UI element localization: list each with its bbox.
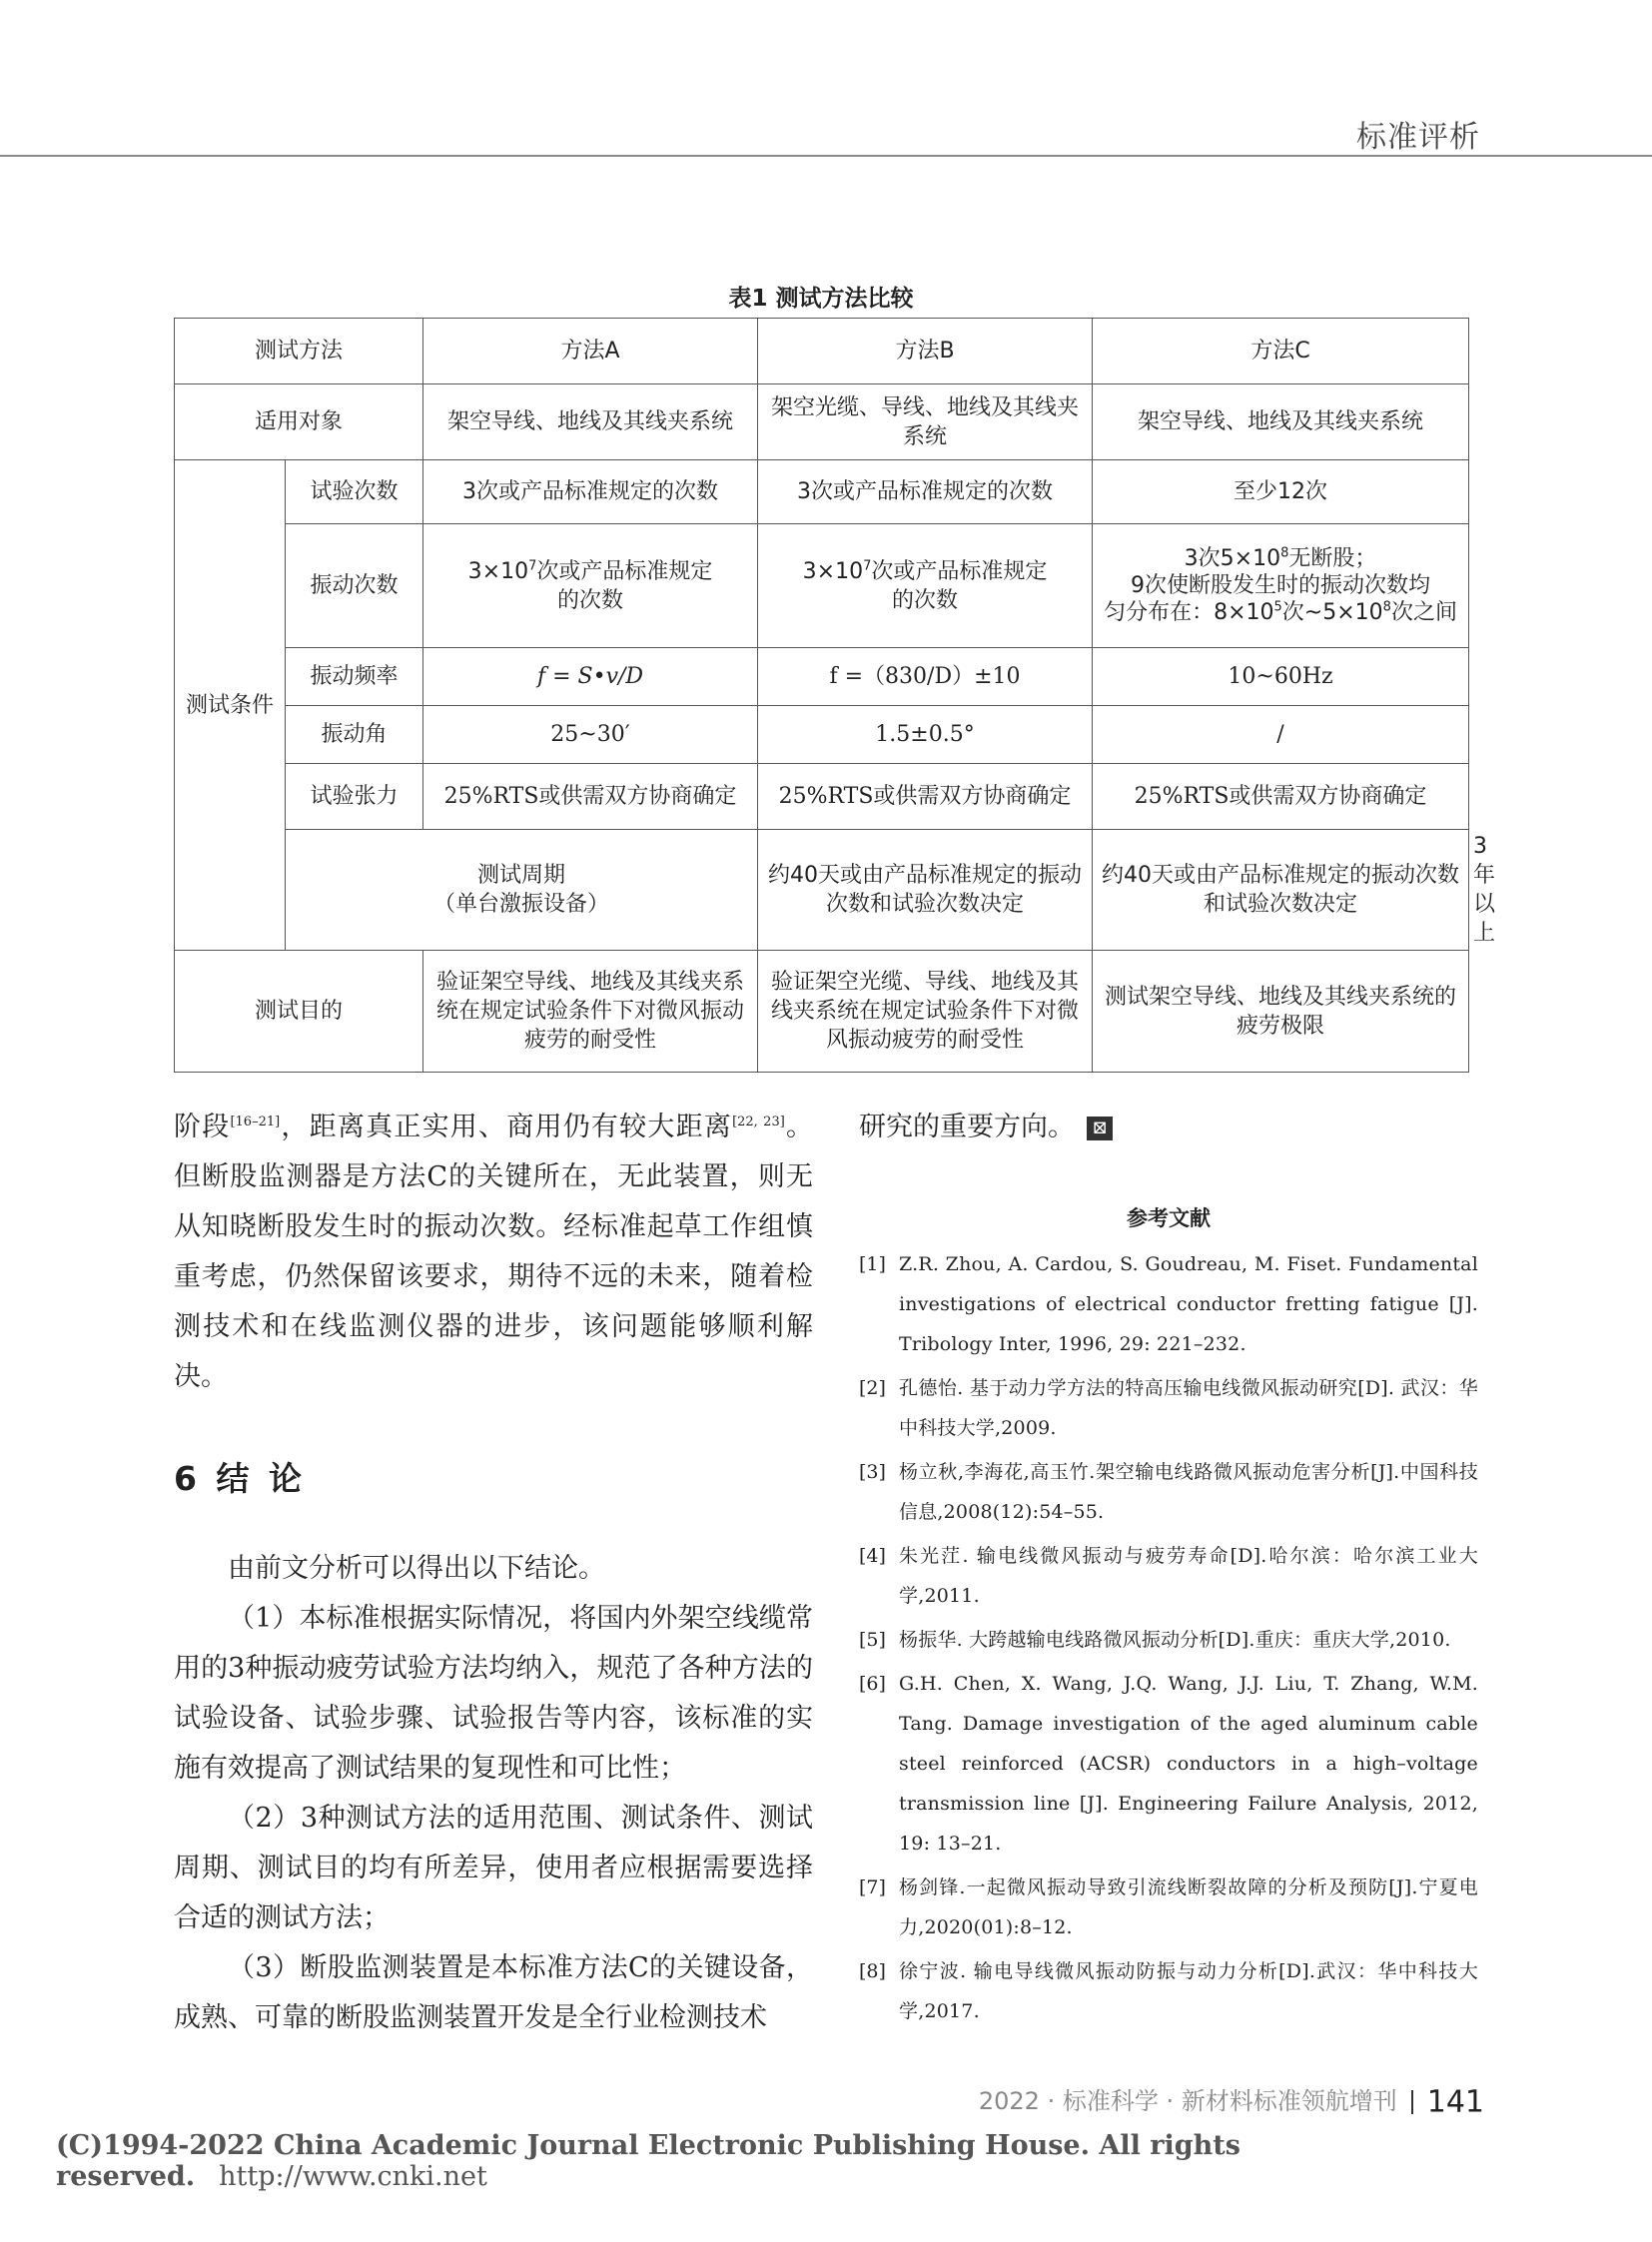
footer-journal: 2022 · 标准科学 · 新材料标准领航增刊 <box>978 2087 1397 2115</box>
reference-text: 杨振华. 大跨越输电线路微风振动分析[D].重庆：重庆大学,2010. <box>899 1629 1451 1651</box>
right-column <box>859 1103 1478 2035</box>
row-group-label: 测试条件 <box>175 460 286 951</box>
table-cell: 架空导线、地线及其线夹系统 <box>423 384 758 460</box>
table-cell: 10~60Hz <box>1093 648 1469 706</box>
citation: [22, 23] <box>732 1115 785 1129</box>
reference-text: 朱光茳. 输电线微风振动与疲劳寿命[D].哈尔滨：哈尔滨工业大学,2011. <box>899 1545 1478 1607</box>
table-cell: 架空光缆、导线、地线及其线夹系统 <box>758 384 1093 460</box>
reference-number: [1] <box>859 1253 886 1275</box>
table-cell: 验证架空光缆、导线、地线及其线夹系统在规定试验条件下对微风振动疲劳的耐受性 <box>758 951 1093 1073</box>
table-head-cell: 方法B <box>758 319 1093 384</box>
table-row-applicable <box>175 384 1469 460</box>
reference-item <box>859 1536 1478 1616</box>
reference-item <box>859 1664 1478 1864</box>
table-row-period: 测试周期 （单台激振设备） 约40天或由产品标准规定的振动次数和试验次数决定 约40天或由产品标准规定的振动次数和试验次数决定 3年以上 <box>175 830 1469 951</box>
reference-number: [2] <box>859 1377 886 1399</box>
table-cell: 25%RTS或供需双方协商确定 <box>758 764 1093 830</box>
table-cell: 验证架空导线、地线及其线夹系统在规定试验条件下对微风振动疲劳的耐受性 <box>423 951 758 1073</box>
reference-item <box>859 1368 1478 1448</box>
reference-number: [3] <box>859 1461 886 1483</box>
row-label: 振动次数 <box>286 524 423 648</box>
conclusion-item: （3）断股监测装置是本标准方法C的关键设备，成熟、可靠的断股监测装置开发是全行业检测技术 <box>174 1952 813 2033</box>
table-cell: 约40天或由产品标准规定的振动次数和试验次数决定 <box>1093 830 1469 951</box>
row-label: 测试目的 <box>175 951 423 1073</box>
table-head-cell: 方法A <box>423 319 758 384</box>
header-rule <box>0 155 1652 157</box>
table-cell: 1.5±0.5° <box>758 706 1093 764</box>
journal-section-title: 标准评析 <box>1356 120 1480 155</box>
reference-text: G.H. Chen, X. Wang, J.Q. Wang, J.J. Liu, T. Zhang, W.M. Tang. Damage investigation of the aged aluminum cable steel reinforced (ACSR) conductors in a high–voltage transmission line [J]. Engineering Failure Analysis, 2012, 19: 13–21. <box>899 1673 1478 1855</box>
row-label: 振动频率 <box>286 648 423 706</box>
reference-number: [8] <box>859 1960 886 1982</box>
table-cell: 25%RTS或供需双方协商确定 <box>1093 764 1469 830</box>
body-paragraph: 研究的重要方向。 ⊠ <box>859 1103 1478 1152</box>
reference-item <box>859 1951 1478 2031</box>
table-head-cell: 方法C <box>1093 319 1469 384</box>
citation: [16–21] <box>230 1115 281 1129</box>
reference-number: [5] <box>859 1629 886 1651</box>
table-cell: $3\times 10^7$次或产品标准规定 的次数 <box>423 524 758 648</box>
table-cell: 25~30′ <box>423 706 758 764</box>
table-row-frequency <box>175 648 1469 706</box>
copyright-notice: (C)1994-2022 China Academic Journal Electronic Publishing House. All rights reserved. http://www.cnki.net <box>56 2130 1240 2192</box>
body-paragraph: 由前文分析可以得出以下结论。 <box>228 1553 605 1584</box>
reference-list <box>859 1244 1478 2031</box>
reference-item <box>859 1620 1478 1660</box>
references-title: 参考文献 <box>1127 1206 1211 1230</box>
page-number: 141 <box>1426 2084 1484 2120</box>
reference-text: 杨剑锋.一起微风振动导致引流线断裂故障的分析及预防[J].宁夏电力,2020(01):8–12. <box>899 1876 1478 1938</box>
table-cell: 至少12次 <box>1093 460 1469 524</box>
row-label: 适用对象 <box>175 384 423 460</box>
table-cell: 约40天或由产品标准规定的振动次数和试验次数决定 <box>758 830 1093 951</box>
page-footer <box>979 2081 1484 2120</box>
reference-text: Z.R. Zhou, A. Cardou, S. Goudreau, M. Fiset. Fundamental investigations of electrical conductor fretting fatigue [J]. Tribology Inter, 1996, 29: 221–232. <box>899 1253 1478 1355</box>
row-label: 试验次数 <box>286 460 423 524</box>
table-cell: / <box>1093 706 1469 764</box>
comparison-table <box>174 318 1496 1073</box>
reference-number: [6] <box>859 1673 886 1695</box>
conclusion-item: （2）3种测试方法的适用范围、测试条件、测试周期、测试目的均有所差异，使用者应根据需要选择合适的测试方法； <box>174 1803 813 1933</box>
reference-item <box>859 1452 1478 1532</box>
table-caption: 表1 测试方法比较 <box>728 286 914 312</box>
table-cell: $3\times 10^7$次或产品标准规定 的次数 <box>758 524 1093 648</box>
end-of-article-icon: ⊠ <box>1087 1117 1113 1140</box>
conclusion-item: （1）本标准根据实际情况，将国内外架空线缆常用的3种振动疲劳试验方法均纳入，规范了各种方法的试验设备、试验步骤、试验报告等内容，该标准的实施有效提高了测试结果的复现性和可比性； <box>174 1603 813 1784</box>
table-row-trials <box>175 460 1469 524</box>
table-cell: 测试架空导线、地线及其线夹系统的疲劳极限 <box>1093 951 1469 1073</box>
row-label: 测试周期 （单台激振设备） <box>286 830 758 951</box>
reference-number: [4] <box>859 1545 886 1567</box>
reference-text: 徐宁波. 输电导线微风振动防振与动力分析[D].武汉：华中科技大学,2017. <box>899 1960 1478 2022</box>
table-cell: 架空导线、地线及其线夹系统 <box>1093 384 1469 460</box>
section-heading: 6 结 论 <box>174 1459 306 1498</box>
table-cell: 3次或产品标准规定的次数 <box>758 460 1093 524</box>
reference-item <box>859 1868 1478 1947</box>
cnki-link[interactable]: http://www.cnki.net <box>219 2161 487 2192</box>
left-column <box>174 1103 813 2043</box>
table-cell: f =（830/D）±10 <box>758 648 1093 706</box>
reference-text: 孔德怡. 基于动力学方法的特高压输电线微风振动研究[D]. 武汉：华中科技大学,2009. <box>899 1377 1478 1439</box>
table-cell: 3次$5\times 10^8$无断股； 9次使断股发生时的振动次数均 匀分布在：$8\times 10^5$次$\sim 5\times 10^8$次之间 <box>1093 524 1469 648</box>
row-label: 试验张力 <box>286 764 423 830</box>
table-row-vibration-count <box>175 524 1469 648</box>
table-row-tension <box>175 764 1469 830</box>
table-cell: 25%RTS或供需双方协商确定 <box>423 764 758 830</box>
row-label: 振动角 <box>286 706 423 764</box>
reference-number: [7] <box>859 1876 886 1898</box>
table-header-row <box>175 319 1469 384</box>
table-row-angle <box>175 706 1469 764</box>
reference-item <box>859 1244 1478 1364</box>
footer-separator <box>1411 2090 1413 2114</box>
table-cell: f = S•v/D <box>423 648 758 706</box>
table-row-purpose <box>175 951 1469 1073</box>
body-paragraph: 阶段[16–21]，距离真正实用、商用仍有较大距离[22, 23]。但断股监测器是方法C的关键所在，无此装置，则无从知晓断股发生时的振动次数。经标准起草工作组慎重考虑，仍然保留该要求，期待不远的未来，随着检测技术和在线监测仪器的进步，该问题能够顺利解决。 <box>174 1112 814 1392</box>
table-head-cell: 测试方法 <box>175 319 423 384</box>
reference-text: 杨立秋,李海花,高玉竹.架空输电线路微风振动危害分析[J].中国科技信息,2008(12):54–55. <box>899 1461 1478 1523</box>
table-cell: 3次或产品标准规定的次数 <box>423 460 758 524</box>
